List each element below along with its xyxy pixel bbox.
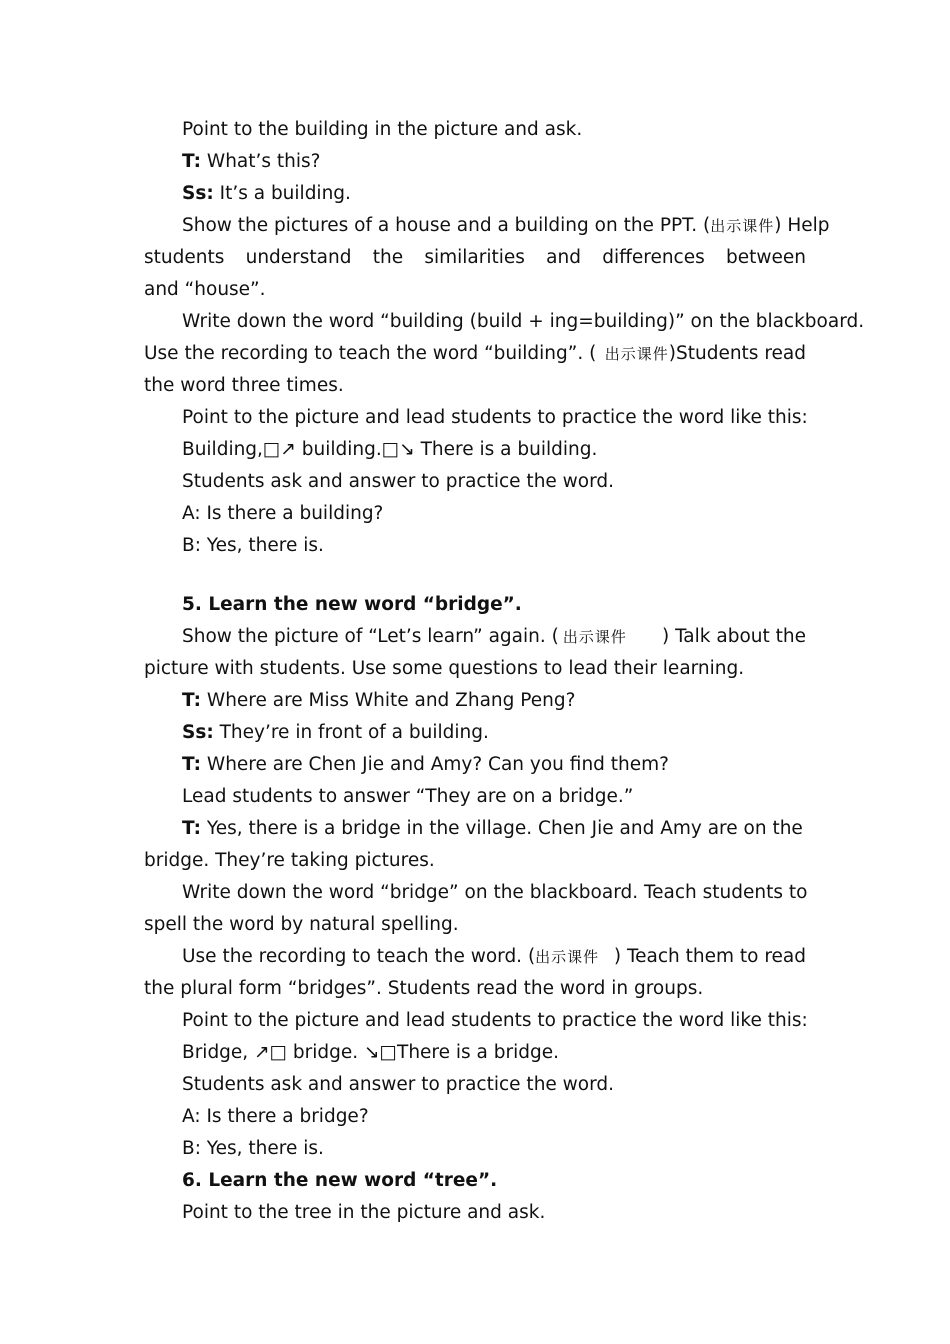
- text: A: Is there a building?: [182, 503, 384, 524]
- paragraph-line: [144, 1037, 806, 1069]
- text: Point to the building in the picture and ask.: [182, 119, 583, 140]
- spacer: [144, 562, 806, 589]
- text: A: Is there a bridge?: [182, 1106, 369, 1127]
- dialogue-line: [144, 749, 806, 781]
- text: Point to the tree in the picture and ask.: [182, 1202, 546, 1223]
- text: Write down the word “bridge” on the blackboard. Teach students to: [182, 882, 808, 903]
- paragraph-line: [144, 845, 806, 877]
- heading-text: 5. Learn the new word “bridge”.: [182, 594, 522, 615]
- text: picture with students. Use some questions to lead their learning.: [144, 658, 745, 679]
- dialogue-line: [144, 813, 806, 845]
- paragraph-line: [144, 210, 830, 242]
- text: Point to the picture and lead students to practice the word like this:: [182, 1010, 808, 1031]
- paragraph-line: [144, 621, 806, 653]
- dialogue-text: Where are Chen Jie and Amy? Can you find them?: [201, 754, 669, 775]
- dialogue-text: It’s a building.: [213, 183, 351, 204]
- text: Building,□↗ building.□↘ There is a building.: [182, 439, 598, 460]
- paragraph-line: [144, 306, 865, 338]
- dialogue-line: [144, 1101, 806, 1133]
- dialogue-line: [144, 498, 806, 530]
- paragraph-line: [144, 370, 806, 402]
- courseware-note: 出示课件: [535, 948, 600, 966]
- courseware-note: 出示课件: [710, 217, 775, 235]
- dialogue-text: Where are Miss White and Zhang Peng?: [201, 690, 576, 711]
- speaker-label: T:: [182, 754, 202, 775]
- paragraph-line: [144, 941, 806, 973]
- text: Point to the picture and lead students to practice the word like this:: [182, 407, 808, 428]
- dialogue-line: [144, 685, 806, 717]
- paragraph-line: [144, 653, 806, 685]
- lesson-content: [144, 114, 865, 1229]
- text: B: Yes, there is.: [182, 535, 324, 556]
- speaker-label: T:: [182, 151, 202, 172]
- text: B: Yes, there is.: [182, 1138, 324, 1159]
- paragraph-line: [144, 1069, 806, 1101]
- paragraph-line: [144, 1197, 806, 1229]
- paragraph-line: [144, 781, 806, 813]
- paragraph-line: [144, 402, 806, 434]
- dialogue-text: Yes, there is a bridge in the village. Chen Jie and Amy are on the: [201, 818, 803, 839]
- speaker-label: T:: [182, 818, 202, 839]
- text: Students ask and answer to practice the word.: [182, 1074, 615, 1095]
- speaker-label: Ss:: [182, 722, 214, 743]
- text: Bridge, ↗□ bridge. ↘□There is a bridge.: [182, 1042, 560, 1063]
- paragraph-line: [144, 1005, 806, 1037]
- dialogue-line: [144, 1133, 806, 1165]
- text: ) Talk about the: [661, 626, 806, 647]
- paragraph-line: [144, 274, 806, 306]
- text: Lead students to answer “They are on a bridge.”: [182, 786, 634, 807]
- dialogue-text: They’re in front of a building.: [213, 722, 489, 743]
- dialogue-line: [144, 178, 806, 210]
- paragraph-line: [144, 434, 806, 466]
- paragraph-line: [144, 909, 806, 941]
- text: Write down the word “building (build + ing=building)” on the blackboard.: [182, 311, 865, 332]
- heading-text: 6. Learn the new word “tree”.: [182, 1170, 498, 1191]
- text: the word three times.: [144, 375, 344, 396]
- courseware-note: 出示课件: [604, 345, 669, 363]
- dialogue-line: [144, 717, 806, 749]
- text: Use the recording to teach the word “building”. (: [144, 343, 597, 364]
- section-heading: [144, 1165, 806, 1197]
- section-heading: [144, 589, 806, 621]
- dialogue-line: [144, 530, 806, 562]
- paragraph-line: [144, 242, 806, 274]
- text: Show the pictures of a house and a building on the PPT. (: [182, 215, 711, 236]
- text: Use the recording to teach the word. (: [182, 946, 536, 967]
- paragraph-line: [144, 973, 806, 1005]
- courseware-note: 出示课件: [562, 628, 627, 646]
- text: Show the picture of “Let’s learn” again. (: [182, 626, 559, 647]
- speaker-label: Ss:: [182, 183, 214, 204]
- dialogue-text: What’s this?: [201, 151, 321, 172]
- text: bridge. They’re taking pictures.: [144, 850, 435, 871]
- text: Students ask and answer to practice the word.: [182, 471, 615, 492]
- paragraph-line: [144, 877, 806, 909]
- text: spell the word by natural spelling.: [144, 914, 459, 935]
- text: the plural form “bridges”. Students read the word in groups.: [144, 978, 704, 999]
- text: )Students read: [668, 343, 806, 364]
- speaker-label: T:: [182, 690, 202, 711]
- text: students understand the similarities and differences between: [144, 247, 806, 268]
- text: ) Help: [774, 215, 830, 236]
- paragraph-line: [144, 338, 806, 370]
- text: ) Teach them to read: [613, 946, 806, 967]
- dialogue-line: [144, 146, 806, 178]
- paragraph-line: [144, 114, 806, 146]
- paragraph-line: [144, 466, 806, 498]
- text: and “house”.: [144, 279, 266, 300]
